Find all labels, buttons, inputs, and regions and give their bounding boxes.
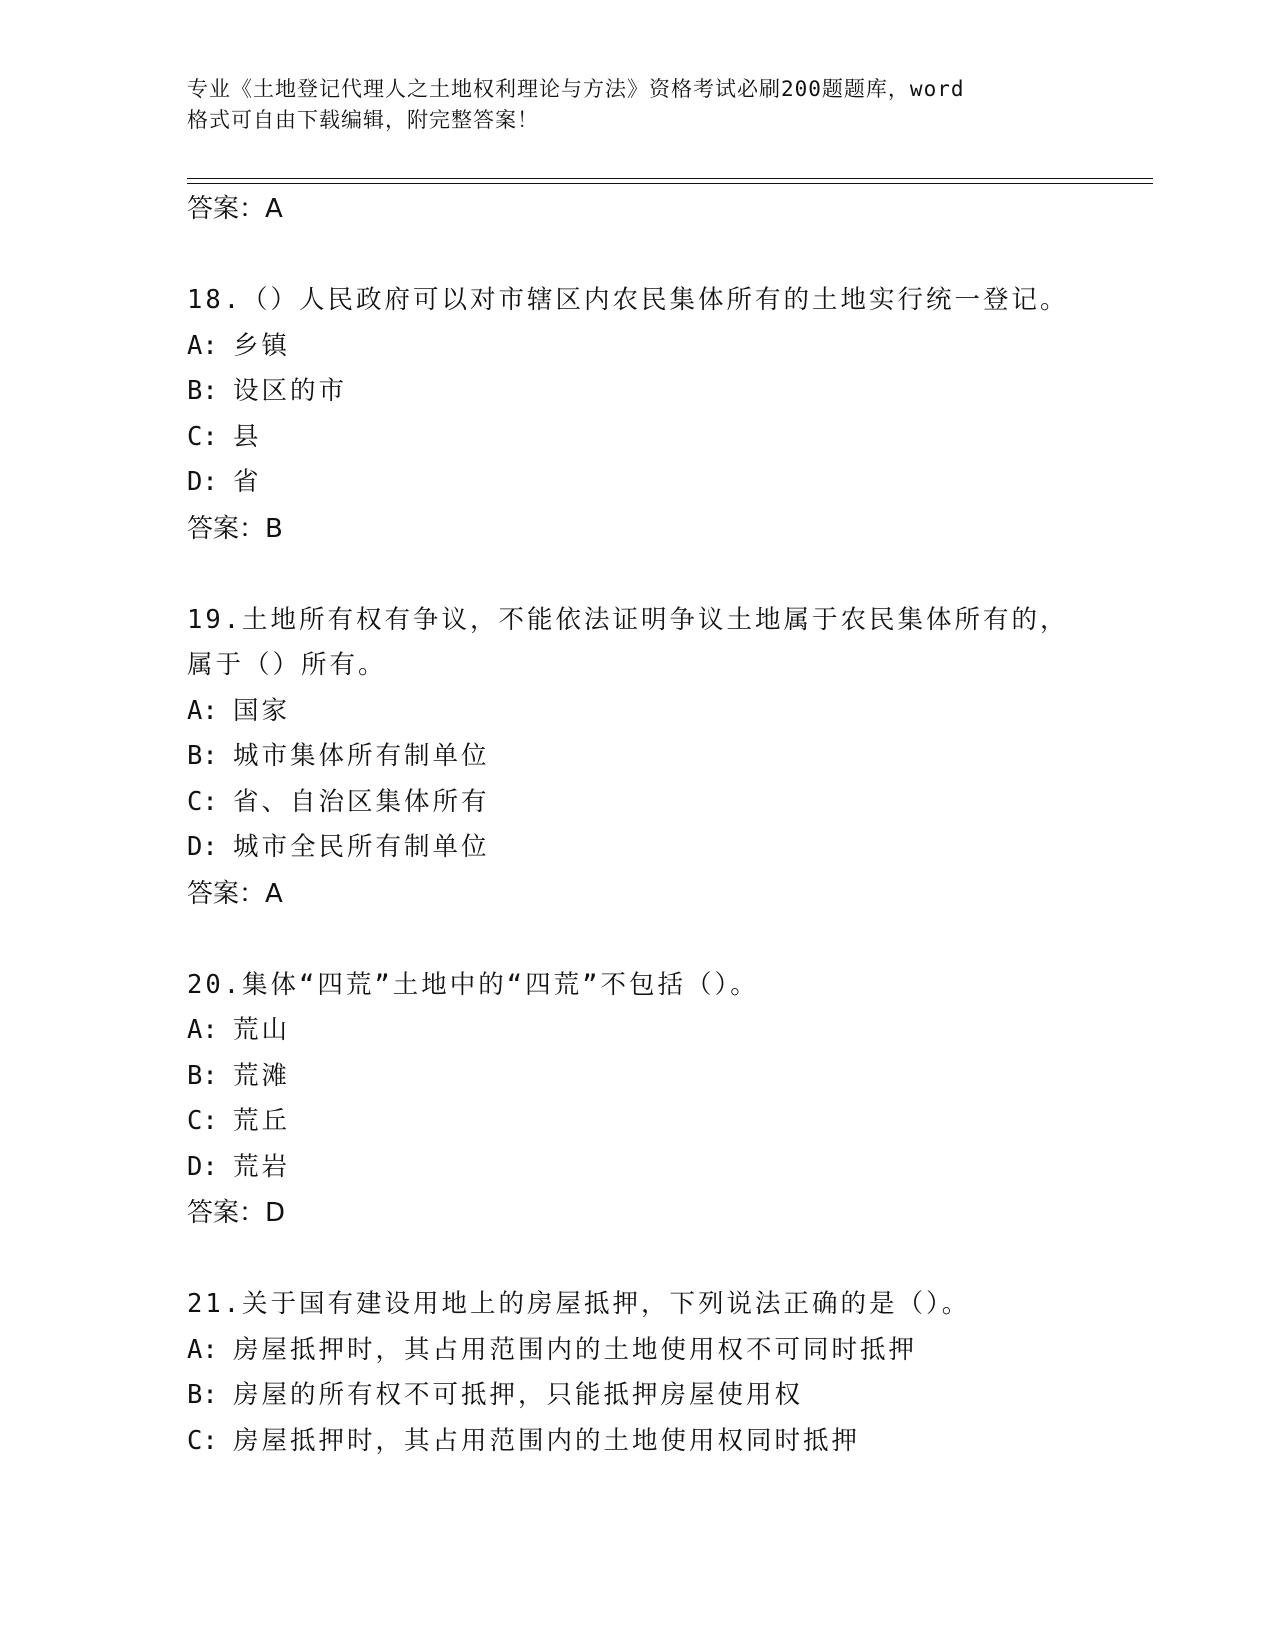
spacer <box>187 917 1153 963</box>
question-stem: 20.集体“四荒”土地中的“四荒”不包括（）。 <box>187 969 759 1000</box>
option-text: 城市全民所有制单位 <box>233 832 490 862</box>
option-text: 房屋的所有权不可抵押，只能抵押房屋使用权 <box>233 1380 804 1410</box>
question-block <box>187 1282 1153 1464</box>
spacer <box>187 1236 1153 1282</box>
option-text: 设区的市 <box>233 376 348 406</box>
document-header <box>187 74 1067 136</box>
option-text: 县 <box>233 421 262 452</box>
option-c <box>187 1099 1153 1145</box>
question-list <box>187 186 1153 1464</box>
option-text: 荒岩 <box>233 1151 291 1182</box>
option-b <box>187 1373 1153 1419</box>
question-block <box>187 278 1153 552</box>
spacer <box>187 552 1153 598</box>
option-key: C: <box>187 1106 218 1136</box>
header-line-2: 格式可自由下载编辑，附完整答案！ <box>187 108 539 132</box>
option-key: C: <box>187 421 218 452</box>
option-key: A: <box>187 1015 218 1045</box>
spacer <box>187 232 1153 278</box>
option-key: D: <box>187 832 218 862</box>
option-key: A: <box>187 330 218 361</box>
option-key: B: <box>187 1380 218 1410</box>
option-text: 荒丘 <box>233 1106 291 1136</box>
option-text: 省 <box>233 467 262 497</box>
option-text: 城市集体所有制单位 <box>233 741 490 771</box>
option-key: A: <box>187 695 218 726</box>
question-stem: 21.关于国有建设用地上的房屋抵押，下列说法正确的是（）。 <box>187 1289 971 1319</box>
option-text: 房屋抵押时，其占用范围内的土地使用权不可同时抵押 <box>233 1334 918 1365</box>
option-a <box>187 689 1153 735</box>
option-c <box>187 415 1153 461</box>
answer-line: 答案：D <box>187 1198 286 1228</box>
option-key: C: <box>187 1425 218 1456</box>
option-text: 荒滩 <box>233 1060 291 1091</box>
option-key: A: <box>187 1334 218 1365</box>
question-stem-continued: 属于（）所有。 <box>187 650 387 680</box>
option-key: D: <box>187 467 218 497</box>
option-key: B: <box>187 1060 218 1091</box>
option-key: D: <box>187 1151 218 1182</box>
option-text: 国家 <box>233 695 291 726</box>
answer-line: 答案：A <box>187 878 283 909</box>
option-d <box>187 460 1153 506</box>
option-d <box>187 1145 1153 1191</box>
option-b <box>187 734 1153 780</box>
option-d <box>187 825 1153 871</box>
option-text: 乡镇 <box>233 330 291 361</box>
answer-line: 答案：A <box>187 194 283 224</box>
header-divider-top <box>187 178 1153 179</box>
option-key: B: <box>187 376 218 406</box>
question-stem: 18.（）人民政府可以对市辖区内农民集体所有的土地实行统一登记。 <box>187 285 1069 315</box>
option-a <box>187 1008 1153 1054</box>
header-divider-bottom <box>187 183 1153 184</box>
option-b <box>187 1054 1153 1100</box>
option-key: B: <box>187 741 218 771</box>
option-c <box>187 780 1153 826</box>
answer-line: 答案：B <box>187 513 283 544</box>
option-b <box>187 369 1153 415</box>
option-key: C: <box>187 786 218 817</box>
option-text: 荒山 <box>233 1015 291 1045</box>
option-a <box>187 1328 1153 1374</box>
option-c <box>187 1419 1153 1465</box>
question-stem: 19.土地所有权有争议，不能依法证明争议土地属于农民集体所有的， <box>187 604 1069 635</box>
question-block <box>187 963 1153 1237</box>
option-text: 省、自治区集体所有 <box>233 786 490 817</box>
option-a <box>187 324 1153 370</box>
question-block <box>187 598 1153 917</box>
option-text: 房屋抵押时，其占用范围内的土地使用权同时抵押 <box>233 1425 861 1456</box>
header-line-1: 专业《土地登记代理人之土地权利理论与方法》资格考试必刷200题题库，word <box>187 77 965 101</box>
